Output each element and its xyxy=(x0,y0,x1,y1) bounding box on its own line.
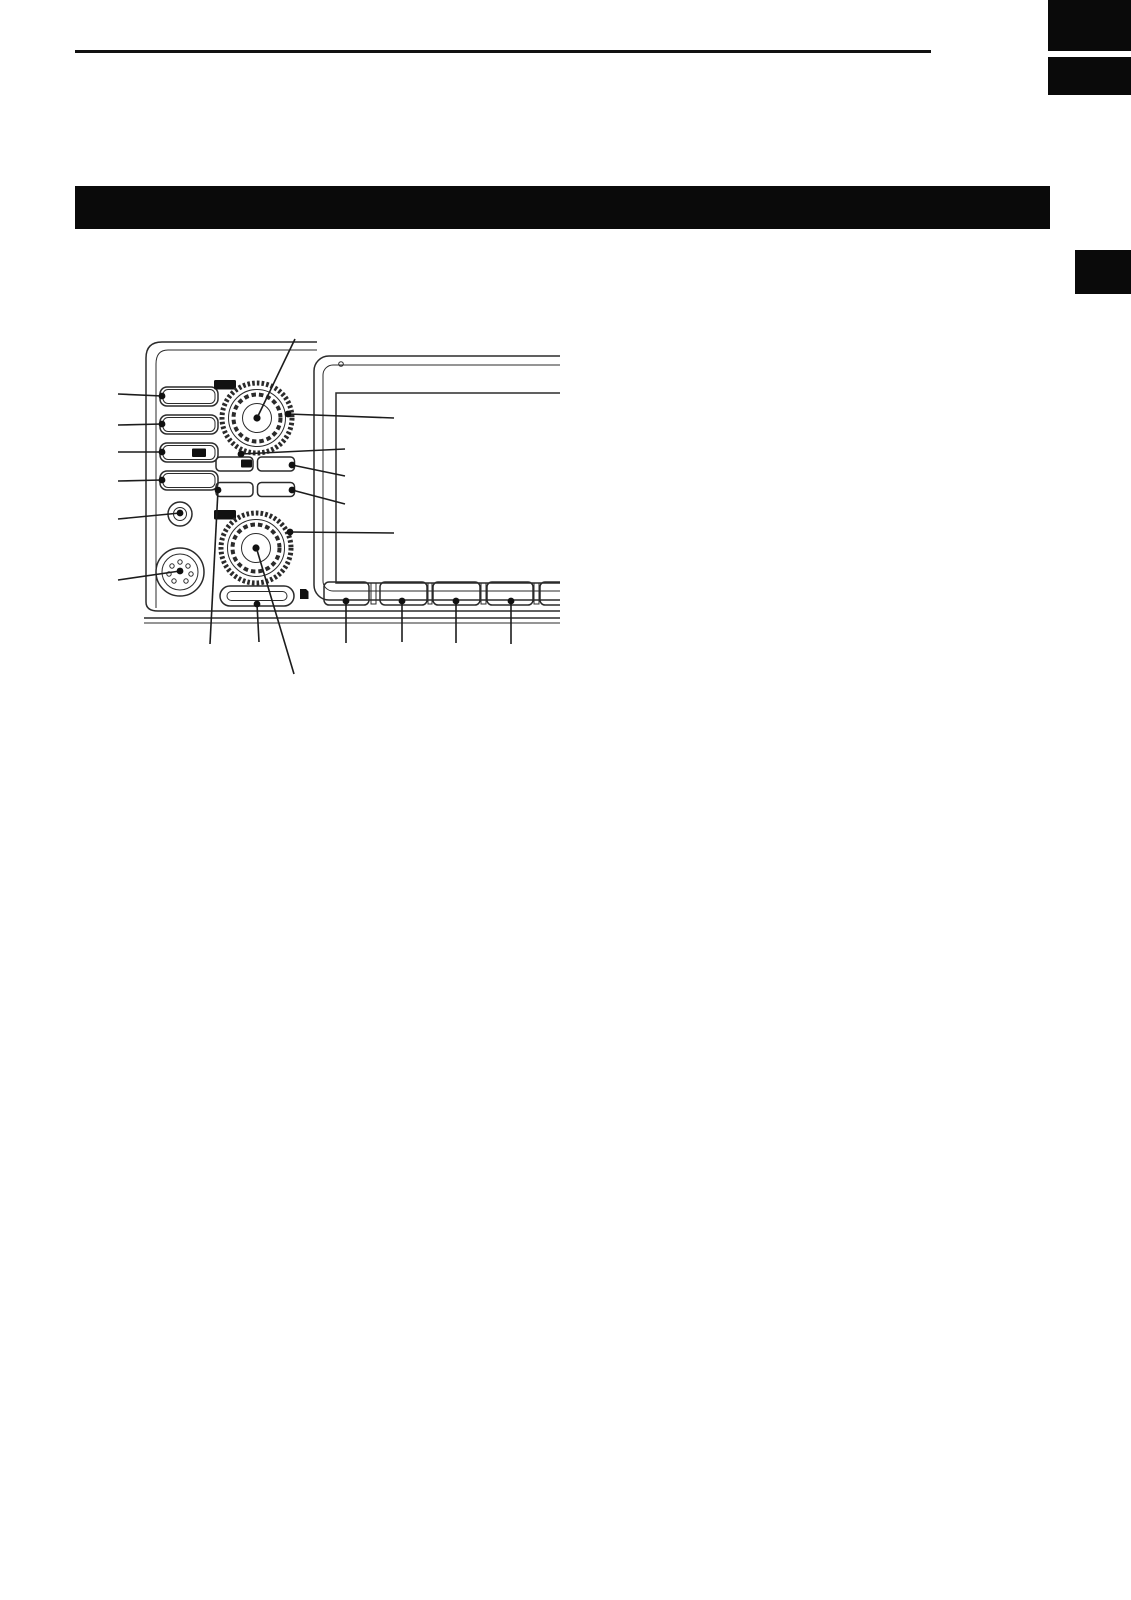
corner-mark xyxy=(1048,0,1131,51)
power-button xyxy=(160,387,218,406)
button-divider xyxy=(371,583,376,604)
chapter-side-tab xyxy=(1075,250,1131,294)
title-rule xyxy=(75,50,931,53)
button-divider xyxy=(481,583,486,604)
partial-button xyxy=(540,582,560,605)
sd-card-slot xyxy=(220,586,309,606)
sd-card-icon xyxy=(300,589,309,599)
transmit-button xyxy=(160,415,218,434)
display-bezel xyxy=(314,356,560,600)
vox-bkin-button xyxy=(160,471,218,490)
chassis-outline xyxy=(144,342,560,623)
pamp-att-button xyxy=(216,457,253,471)
section-heading xyxy=(75,186,1050,229)
call-dr-button xyxy=(160,443,218,462)
button-divider xyxy=(534,583,539,604)
corner-mark xyxy=(1048,57,1131,95)
nb-button xyxy=(216,483,253,497)
button-divider xyxy=(428,583,432,604)
icom-logo xyxy=(339,362,344,367)
sub-volume-knob xyxy=(214,510,291,583)
main-volume-knob xyxy=(214,380,292,453)
front-panel-diagram xyxy=(80,308,560,700)
